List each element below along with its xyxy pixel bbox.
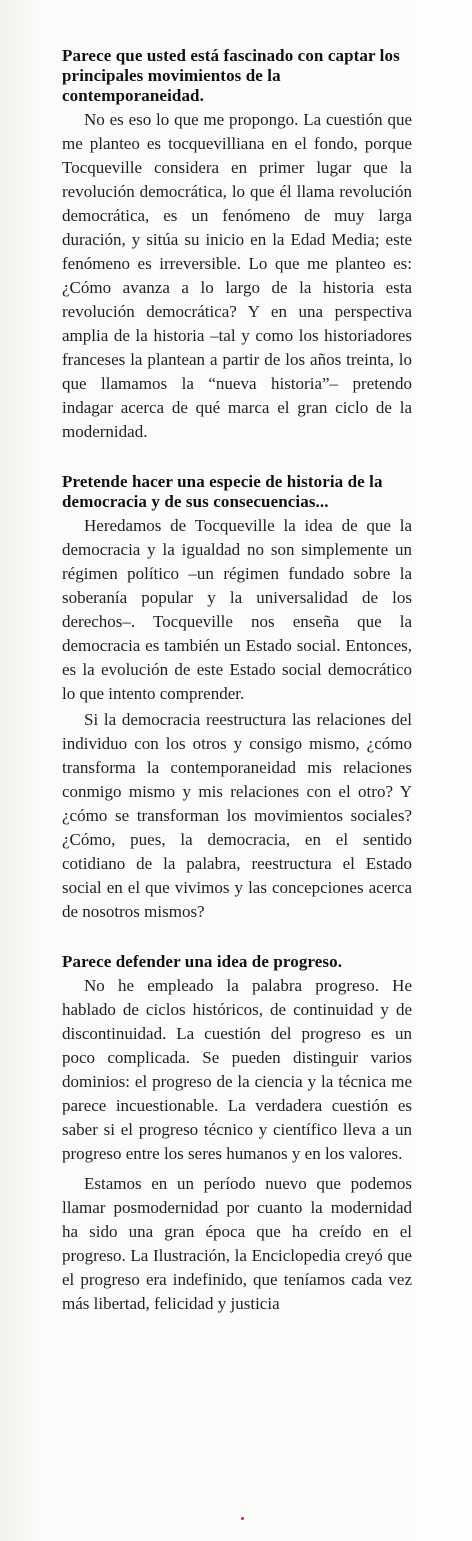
- answer-3-paragraph-1: No he empleado la palabra progreso. He hablado de ciclos históricos, de continuidad y de discontinuidad. La cuestión del progreso es un poco complicada. Se pueden distinguir varios dominios: el progreso de la ciencia y la técnica me parece incuestionable. La verdadera cuestión es saber si el progreso técnico y científico lleva a un progreso entre los seres humanos y en los valores.: [62, 976, 412, 1163]
- answer-1-paragraph-1: No es eso lo que me propongo. La cuestión que me planteo es tocquevilliana en el fondo, porque Tocqueville considera en primer lugar que la revolución democrática, lo que él llama revolución democrática, es un fenómeno de muy larga duración, y sitúa su inicio en la Edad Media; este fenómeno es irreversible. Lo que me planteo es: ¿Cómo avanza a lo largo de la historia esta revolución democrática? Y en una perspectiva amplia de la historia –tal y como los historiadores franceses la plantean a partir de los años treinta, lo que llamamos la “nueva historia”– pretendo indagar acerca de qué marca el gran ciclo de la modernidad.: [62, 110, 412, 441]
- question-3: Parece defender una idea de progreso.: [62, 952, 343, 971]
- interview-column: [62, 46, 412, 1344]
- answer-2-paragraph-2: Si la democracia reestructura las relaciones del individuo con los otros y consigo mismo, ¿cómo transforma la contemporaneidad mis relaciones conmigo mismo y mis relaciones con el otro? Y ¿cómo se transforman los movimientos sociales? ¿Cómo, pues, la democracia, en el sentido cotidiano de la palabra, reestructura el Estado social en el que vivimos y las concepciones acerca de nosotros mismos?: [62, 710, 412, 921]
- answer-3-paragraph-2: Estamos en un período nuevo que podemos llamar posmodernidad por cuanto la modernidad ha sido una gran época que ha creído en el progreso. La Ilustración, la Enciclopedia creyó que el progreso era indefinido, que teníamos cada vez más libertad, felicidad y justicia: [62, 1174, 412, 1313]
- question-2: Pretende hacer una especie de historia de la democracia y de sus consecuencias...: [62, 472, 383, 511]
- interview-section-3: [62, 952, 412, 1316]
- interview-section-2: [62, 472, 412, 924]
- interview-section-1: [62, 46, 412, 444]
- print-speck: [241, 1517, 244, 1520]
- answer-2-paragraph-1: Heredamos de Tocqueville la idea de que la democracia y la igualdad no son simplemente un régimen político –un régimen fundado sobre la soberanía popular y la universalidad de los derechos–. Tocqueville nos enseña que la democracia es también un Estado social. Entonces, es la evolución de este Estado social democrático lo que intento comprender.: [62, 516, 412, 703]
- question-1: Parece que usted está fascinado con captar los principales movimientos de la contemporaneidad.: [62, 46, 400, 105]
